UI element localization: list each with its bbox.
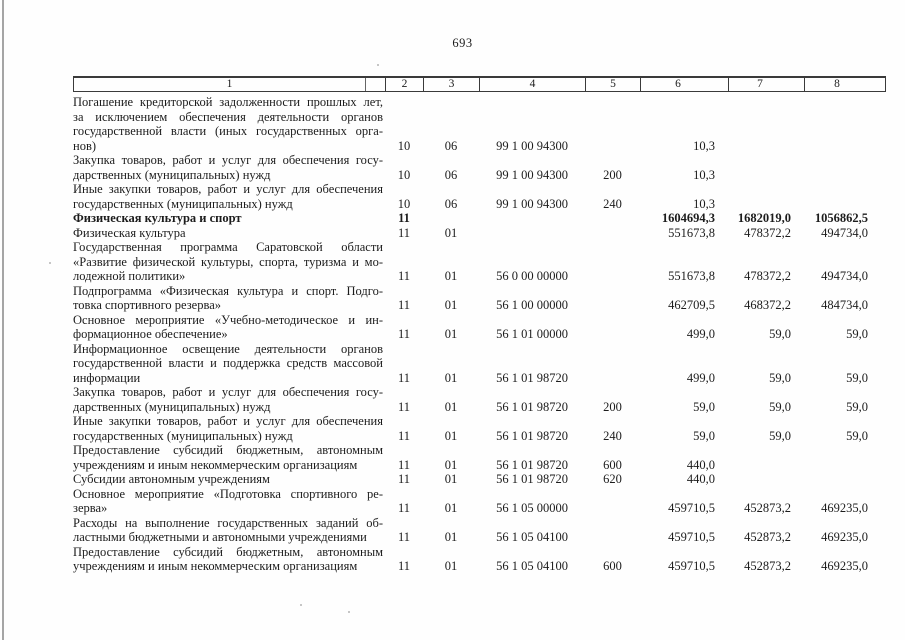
description-line: Закупка товаров, работ и услуг для обеспечения госу-	[73, 385, 383, 399]
table-row	[73, 226, 884, 241]
row-description	[73, 414, 385, 443]
cell-c6: 462709,5	[668, 298, 715, 312]
description-line: Физическая культура и спорт	[73, 211, 242, 225]
cell-c7: 452873,2	[744, 559, 791, 573]
cell-c3: 06	[444, 196, 458, 211]
row-description	[73, 313, 385, 342]
description-line: лодежной политики»	[73, 269, 186, 283]
cell-c2: 11	[397, 327, 411, 341]
header-cell-2: 2	[386, 78, 424, 91]
cell-c4: 99 1 00 94300	[496, 196, 568, 211]
table-row	[73, 545, 884, 574]
page-number: 693	[452, 36, 473, 50]
table-row	[73, 182, 884, 211]
description-line: Подпрограмма «Физическая культура и спорт. Подго-	[73, 283, 383, 298]
description-line: товка спортивного резерва»	[73, 298, 221, 312]
description-line: за исключением обеспечения деятельности органов	[73, 109, 383, 124]
description-line: Субсидии автономным учреждениям	[73, 472, 270, 486]
cell-c5: 240	[603, 196, 622, 211]
table-row	[73, 516, 884, 545]
description-line: государственной власти (иных государственных орга-	[73, 124, 383, 138]
cell-c7: 59,0	[769, 327, 791, 341]
description-line: государственной власти и поддержка средств массовой	[73, 356, 383, 370]
cell-c8: 1056862,5	[814, 211, 868, 225]
cell-c3: 01	[444, 559, 458, 573]
cell-c6: 59,0	[693, 428, 715, 443]
cell-c4: 56 0 00 00000	[496, 269, 568, 283]
header-cell-7: 7	[729, 78, 805, 91]
description-line: Иные закупки товаров, работ и услуг для обеспечения	[73, 414, 383, 428]
cell-c4: 56 1 05 04100	[496, 559, 568, 573]
row-description	[73, 516, 385, 545]
table-row	[73, 472, 884, 487]
cell-c2: 11	[397, 225, 411, 240]
description-line: Физическая культура	[73, 225, 186, 240]
cell-c2: 11	[397, 457, 411, 472]
cell-c7: 452873,2	[744, 530, 791, 544]
description-line: государственных (муниципальных) нужд	[73, 196, 293, 211]
cell-c6: 10,3	[693, 167, 715, 182]
cell-c4: 56 1 05 04100	[496, 530, 568, 544]
cell-c7: 59,0	[769, 370, 791, 385]
cell-c3: 06	[444, 138, 458, 153]
cell-c2: 11	[397, 428, 411, 443]
cell-c4: 56 1 01 98720	[496, 472, 568, 486]
row-description	[73, 545, 385, 574]
table-row	[73, 313, 884, 342]
cell-c3: 01	[444, 428, 458, 443]
description-line: Расходы на выполнение государственных заданий об-	[73, 515, 383, 530]
cell-c4: 56 1 01 98720	[496, 370, 568, 385]
cell-c7: 478372,2	[744, 269, 791, 283]
cell-c3: 01	[444, 457, 458, 472]
cell-c2: 11	[397, 472, 411, 486]
cell-c4: 56 1 01 98720	[496, 457, 568, 472]
row-description	[73, 487, 385, 516]
table-row	[73, 342, 884, 386]
cell-c6: 551673,8	[668, 269, 715, 283]
cell-c8: 59,0	[846, 399, 868, 414]
cell-c8: 59,0	[846, 370, 868, 385]
cell-c3: 01	[444, 472, 458, 486]
table-row	[73, 153, 884, 182]
cell-c8: 59,0	[846, 428, 868, 443]
description-line: дарственных (муниципальных) нужд	[73, 399, 271, 414]
cell-c4: 56 1 05 00000	[496, 501, 568, 515]
header-cell-4: 4	[480, 78, 586, 91]
row-description	[73, 211, 385, 226]
header-cell-6: 6	[641, 78, 729, 91]
description-line: формационное обеспечение»	[73, 327, 228, 341]
cell-c4: 56 1 01 98720	[496, 399, 568, 414]
cell-c8: 494734,0	[821, 269, 868, 283]
row-description	[73, 443, 385, 472]
cell-c2: 11	[397, 269, 411, 283]
table-row	[73, 95, 884, 153]
cell-c2: 10	[397, 138, 411, 153]
row-description	[73, 226, 385, 241]
cell-c6: 459710,5	[668, 559, 715, 573]
description-line: Предоставление субсидий бюджетным, автономным	[73, 443, 383, 457]
description-line: Основное мероприятие «Учебно-методическое и ин-	[73, 312, 383, 327]
cell-c2: 11	[397, 298, 411, 312]
description-line: ластными бюджетными и автономными учреждениями	[73, 530, 367, 544]
row-description	[73, 342, 385, 386]
scan-speck	[49, 262, 51, 264]
cell-c6: 440,0	[686, 457, 715, 472]
cell-c3: 01	[444, 327, 458, 341]
table-row	[73, 487, 884, 516]
cell-c6: 499,0	[686, 370, 715, 385]
cell-c8: 469235,0	[821, 559, 868, 573]
description-line: учреждениям и иным некоммерческим организациям	[73, 559, 358, 573]
cell-c5: 620	[603, 472, 622, 486]
description-line: Закупка товаров, работ и услуг для обеспечения госу-	[73, 153, 383, 167]
cell-c8: 469235,0	[821, 501, 868, 515]
row-description	[73, 182, 385, 211]
table-row	[73, 443, 884, 472]
header-cell-8: 8	[834, 78, 840, 90]
description-line: зерва»	[73, 501, 108, 515]
cell-c6: 459710,5	[668, 501, 715, 515]
description-line: Государственная программа Саратовской области	[73, 240, 383, 254]
scan-edge-line	[2, 0, 4, 640]
table-row	[73, 211, 884, 226]
cell-c6: 459710,5	[668, 530, 715, 544]
description-line: Предоставление субсидий бюджетным, автономным	[73, 544, 383, 559]
cell-c4: 56 1 01 00000	[496, 327, 568, 341]
cell-c2: 11	[397, 501, 411, 515]
description-line: Иные закупки товаров, работ и услуг для обеспечения	[73, 182, 383, 196]
cell-c5: 240	[603, 428, 622, 443]
table-row	[73, 385, 884, 414]
description-line: государственных (муниципальных) нужд	[73, 428, 293, 443]
cell-c4: 56 1 01 98720	[496, 428, 568, 443]
cell-c6: 10,3	[693, 196, 715, 211]
header-extra-rule	[365, 78, 366, 91]
cell-c3: 01	[444, 530, 458, 544]
row-description	[73, 472, 385, 487]
cell-c2: 11	[397, 530, 411, 544]
description-line: дарственных (муниципальных) нужд	[73, 167, 271, 182]
table-row	[73, 240, 884, 284]
cell-c6: 10,3	[693, 138, 715, 153]
cell-c3: 06	[444, 167, 458, 182]
cell-c7: 1682019,0	[737, 211, 791, 225]
row-description	[73, 240, 385, 284]
cell-c4: 99 1 00 94300	[496, 138, 568, 153]
cell-c6: 59,0	[693, 399, 715, 414]
cell-c2: 11	[397, 559, 411, 573]
cell-c3: 01	[444, 225, 458, 240]
description-line: «Развитие физической культуры, спорта, туризма и мо-	[73, 254, 383, 269]
header-cell-1: 1	[74, 78, 386, 91]
cell-c6: 1604694,3	[661, 211, 715, 225]
cell-c5: 600	[603, 457, 622, 472]
cell-c8: 494734,0	[821, 225, 868, 240]
cell-c2: 11	[397, 370, 411, 385]
cell-c6: 551673,8	[668, 225, 715, 240]
cell-c7: 452873,2	[744, 501, 791, 515]
cell-c2: 10	[397, 196, 411, 211]
cell-c3: 01	[444, 269, 458, 283]
cell-c8: 59,0	[846, 327, 868, 341]
cell-c6: 499,0	[686, 327, 715, 341]
cell-c5: 200	[603, 399, 622, 414]
description-line: Информационное освещение деятельности органов	[73, 341, 383, 356]
description-line: Погашение кредиторской задолженности прошлых лет,	[73, 95, 383, 109]
cell-c8: 469235,0	[821, 530, 868, 544]
cell-c3: 01	[444, 370, 458, 385]
scan-speck	[348, 611, 350, 613]
cell-c2: 10	[397, 167, 411, 182]
table-row	[73, 284, 884, 313]
cell-c2: 11	[398, 211, 410, 225]
description-line: информации	[73, 370, 141, 385]
row-description	[73, 153, 385, 182]
table-row	[73, 414, 884, 443]
description-line: Основное мероприятие «Подготовка спортивного ре-	[73, 486, 383, 501]
cell-c5: 200	[603, 167, 622, 182]
row-description	[73, 385, 385, 414]
cell-c2: 11	[397, 399, 411, 414]
cell-c7: 468372,2	[744, 298, 791, 312]
scan-speck	[300, 604, 302, 606]
cell-c7: 478372,2	[744, 225, 791, 240]
cell-c4: 99 1 00 94300	[496, 167, 568, 182]
cell-c7: 59,0	[769, 428, 791, 443]
cell-c8: 484734,0	[821, 298, 868, 312]
cell-c4: 56 1 00 00000	[496, 298, 568, 312]
description-line: учреждениям и иным некоммерческим организациям	[73, 457, 358, 472]
cell-c5: 600	[603, 559, 622, 573]
cell-c3: 01	[444, 501, 458, 515]
row-description	[73, 284, 385, 313]
table-body	[73, 95, 884, 574]
description-line: нов)	[73, 138, 97, 153]
cell-c3: 01	[444, 399, 458, 414]
cell-c7: 59,0	[769, 399, 791, 414]
row-description	[73, 95, 385, 153]
header-cell-3: 3	[424, 78, 480, 91]
cell-c6: 440,0	[686, 472, 715, 486]
scan-speck	[377, 64, 379, 66]
cell-c3: 01	[444, 298, 458, 312]
table-header	[73, 76, 886, 92]
header-cell-5: 5	[586, 78, 641, 91]
